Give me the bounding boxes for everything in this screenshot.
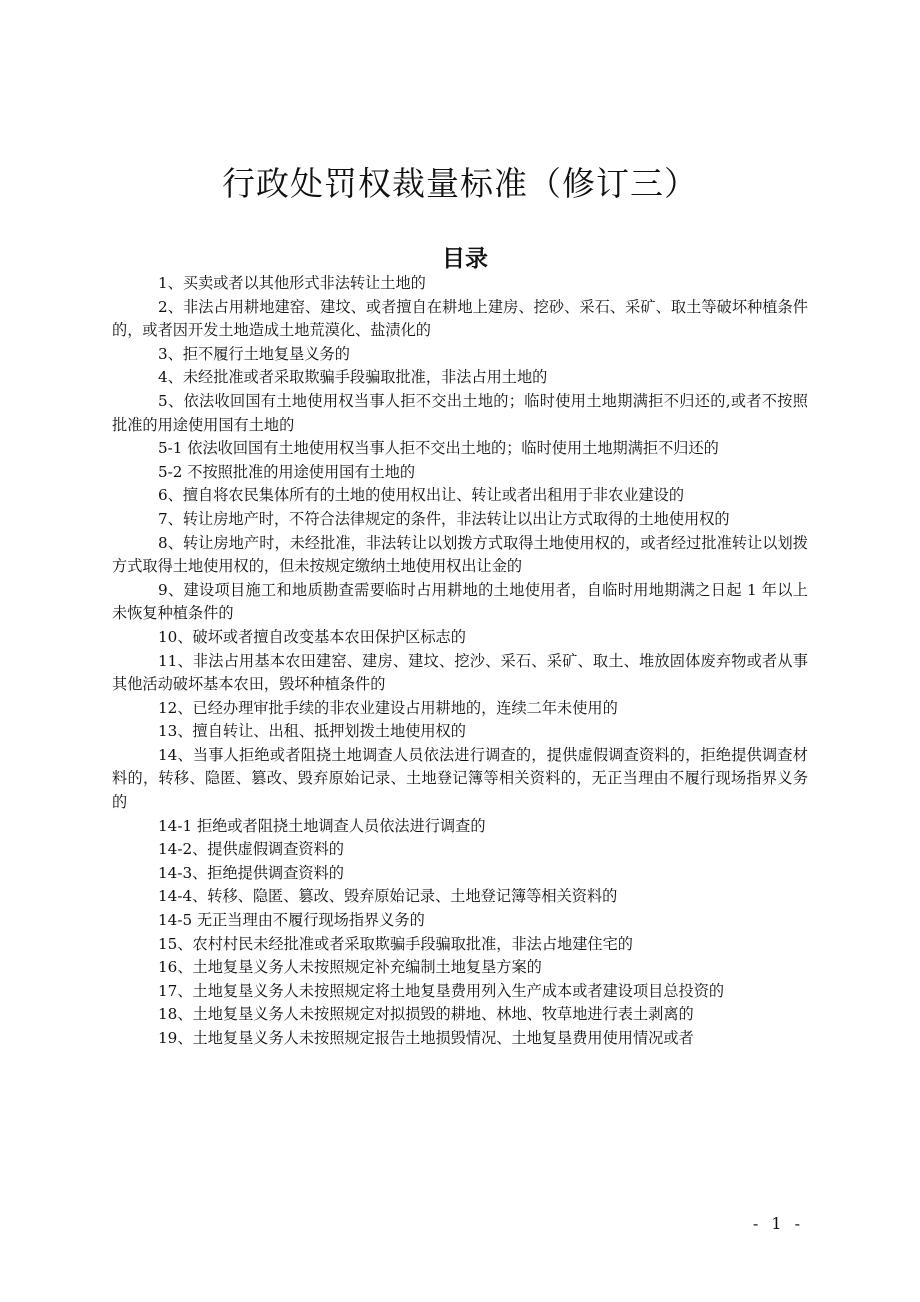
table-of-contents [112,272,808,1051]
page-number: - 1 - [752,1214,804,1233]
toc-item: 3、拒不履行土地复垦义务的 [158,344,350,363]
toc-item: 14-2、提供虚假调查资料的 [158,840,344,859]
toc-item: 17、土地复垦义务人未按照规定将土地复垦费用列入生产成本或者建设项目总投资的 [158,981,725,1000]
toc-item: 2、非法占用耕地建窑、建坟、或者擅自在耕地上建房、挖砂、采石、采矿、取土等破坏种植条件的，或者因开发土地造成土地荒漠化、盐渍化的 [112,297,808,340]
toc-item: 4、未经批准或者采取欺骗手段骗取批准，非法占用土地的 [158,368,548,387]
toc-item: 14-3、拒绝提供调查资料的 [158,863,344,882]
toc-item: 11、非法占用基本农田建窑、建房、建坟、挖沙、采石、采矿、取土、堆放固体废弃物或者从事其他活动破坏基本农田，毁坏种植条件的 [112,651,808,694]
toc-item: 16、土地复垦义务人未按照规定补充编制土地复垦方案的 [158,958,542,977]
toc-item: 14-4、转移、隐匿、篡改、毁弃原始记录、土地登记簿等相关资料的 [158,887,618,906]
toc-item: 14-5 无正当理由不履行现场指界义务的 [158,911,425,930]
toc-item: 14-1 拒绝或者阻挠土地调查人员依法进行调查的 [158,816,486,835]
toc-item: 12、已经办理审批手续的非农业建设占用耕地的，连续二年未使用的 [158,698,618,717]
toc-item: 5-2 不按照批准的用途使用国有土地的 [158,462,416,481]
toc-item: 15、农村村民未经批准或者采取欺骗手段骗取批准，非法占地建住宅的 [158,934,633,953]
toc-item: 5、依法收回国有土地使用权当事人拒不交出土地的；临时使用土地期满拒不归还的,或者不按照批准的用途使用国有土地的 [112,391,808,434]
toc-item: 14、当事人拒绝或者阻挠土地调查人员依法进行调查的，提供虚假调查资料的，拒绝提供调查材料的，转移、隐匿、篡改、毁弃原始记录、土地登记簿等相关资料的，无正当理由不履行现场指界义务的 [112,745,808,812]
toc-item: 19、土地复垦义务人未按照规定报告土地损毁情况、土地复垦费用使用情况或者 [158,1029,694,1047]
toc-item: 6、擅自将农民集体所有的土地的使用权出让、转让或者出租用于非农业建设的 [158,486,685,505]
toc-item: 7、转让房地产时，不符合法律规定的条件，非法转让以出让方式取得的土地使用权的 [158,509,730,528]
document-title: 行政处罚权裁量标准（修订三） [222,164,698,203]
toc-item: 8、转让房地产时，未经批准，非法转让以划拨方式取得土地使用权的，或者经过批准转让以划拨方式取得土地使用权的，但未按规定缴纳土地使用权出让金的 [112,533,808,576]
toc-heading: 目录 [442,246,488,272]
toc-item: 1、买卖或者以其他形式非法转让土地的 [158,274,426,292]
toc-item: 13、擅自转让、出租、抵押划拨土地使用权的 [158,722,466,741]
toc-item: 9、建设项目施工和地质勘查需要临时占用耕地的土地使用者，自临时用地期满之日起 1 年以上未恢复种植条件的 [112,580,808,623]
toc-item: 18、土地复垦义务人未按照规定对拟损毁的耕地、林地、牧草地进行表土剥离的 [158,1005,694,1024]
toc-item: 10、破坏或者擅自改变基本农田保护区标志的 [158,627,466,646]
toc-item: 5-1 依法收回国有土地使用权当事人拒不交出土地的；临时使用土地期满拒不归还的 [158,439,719,458]
